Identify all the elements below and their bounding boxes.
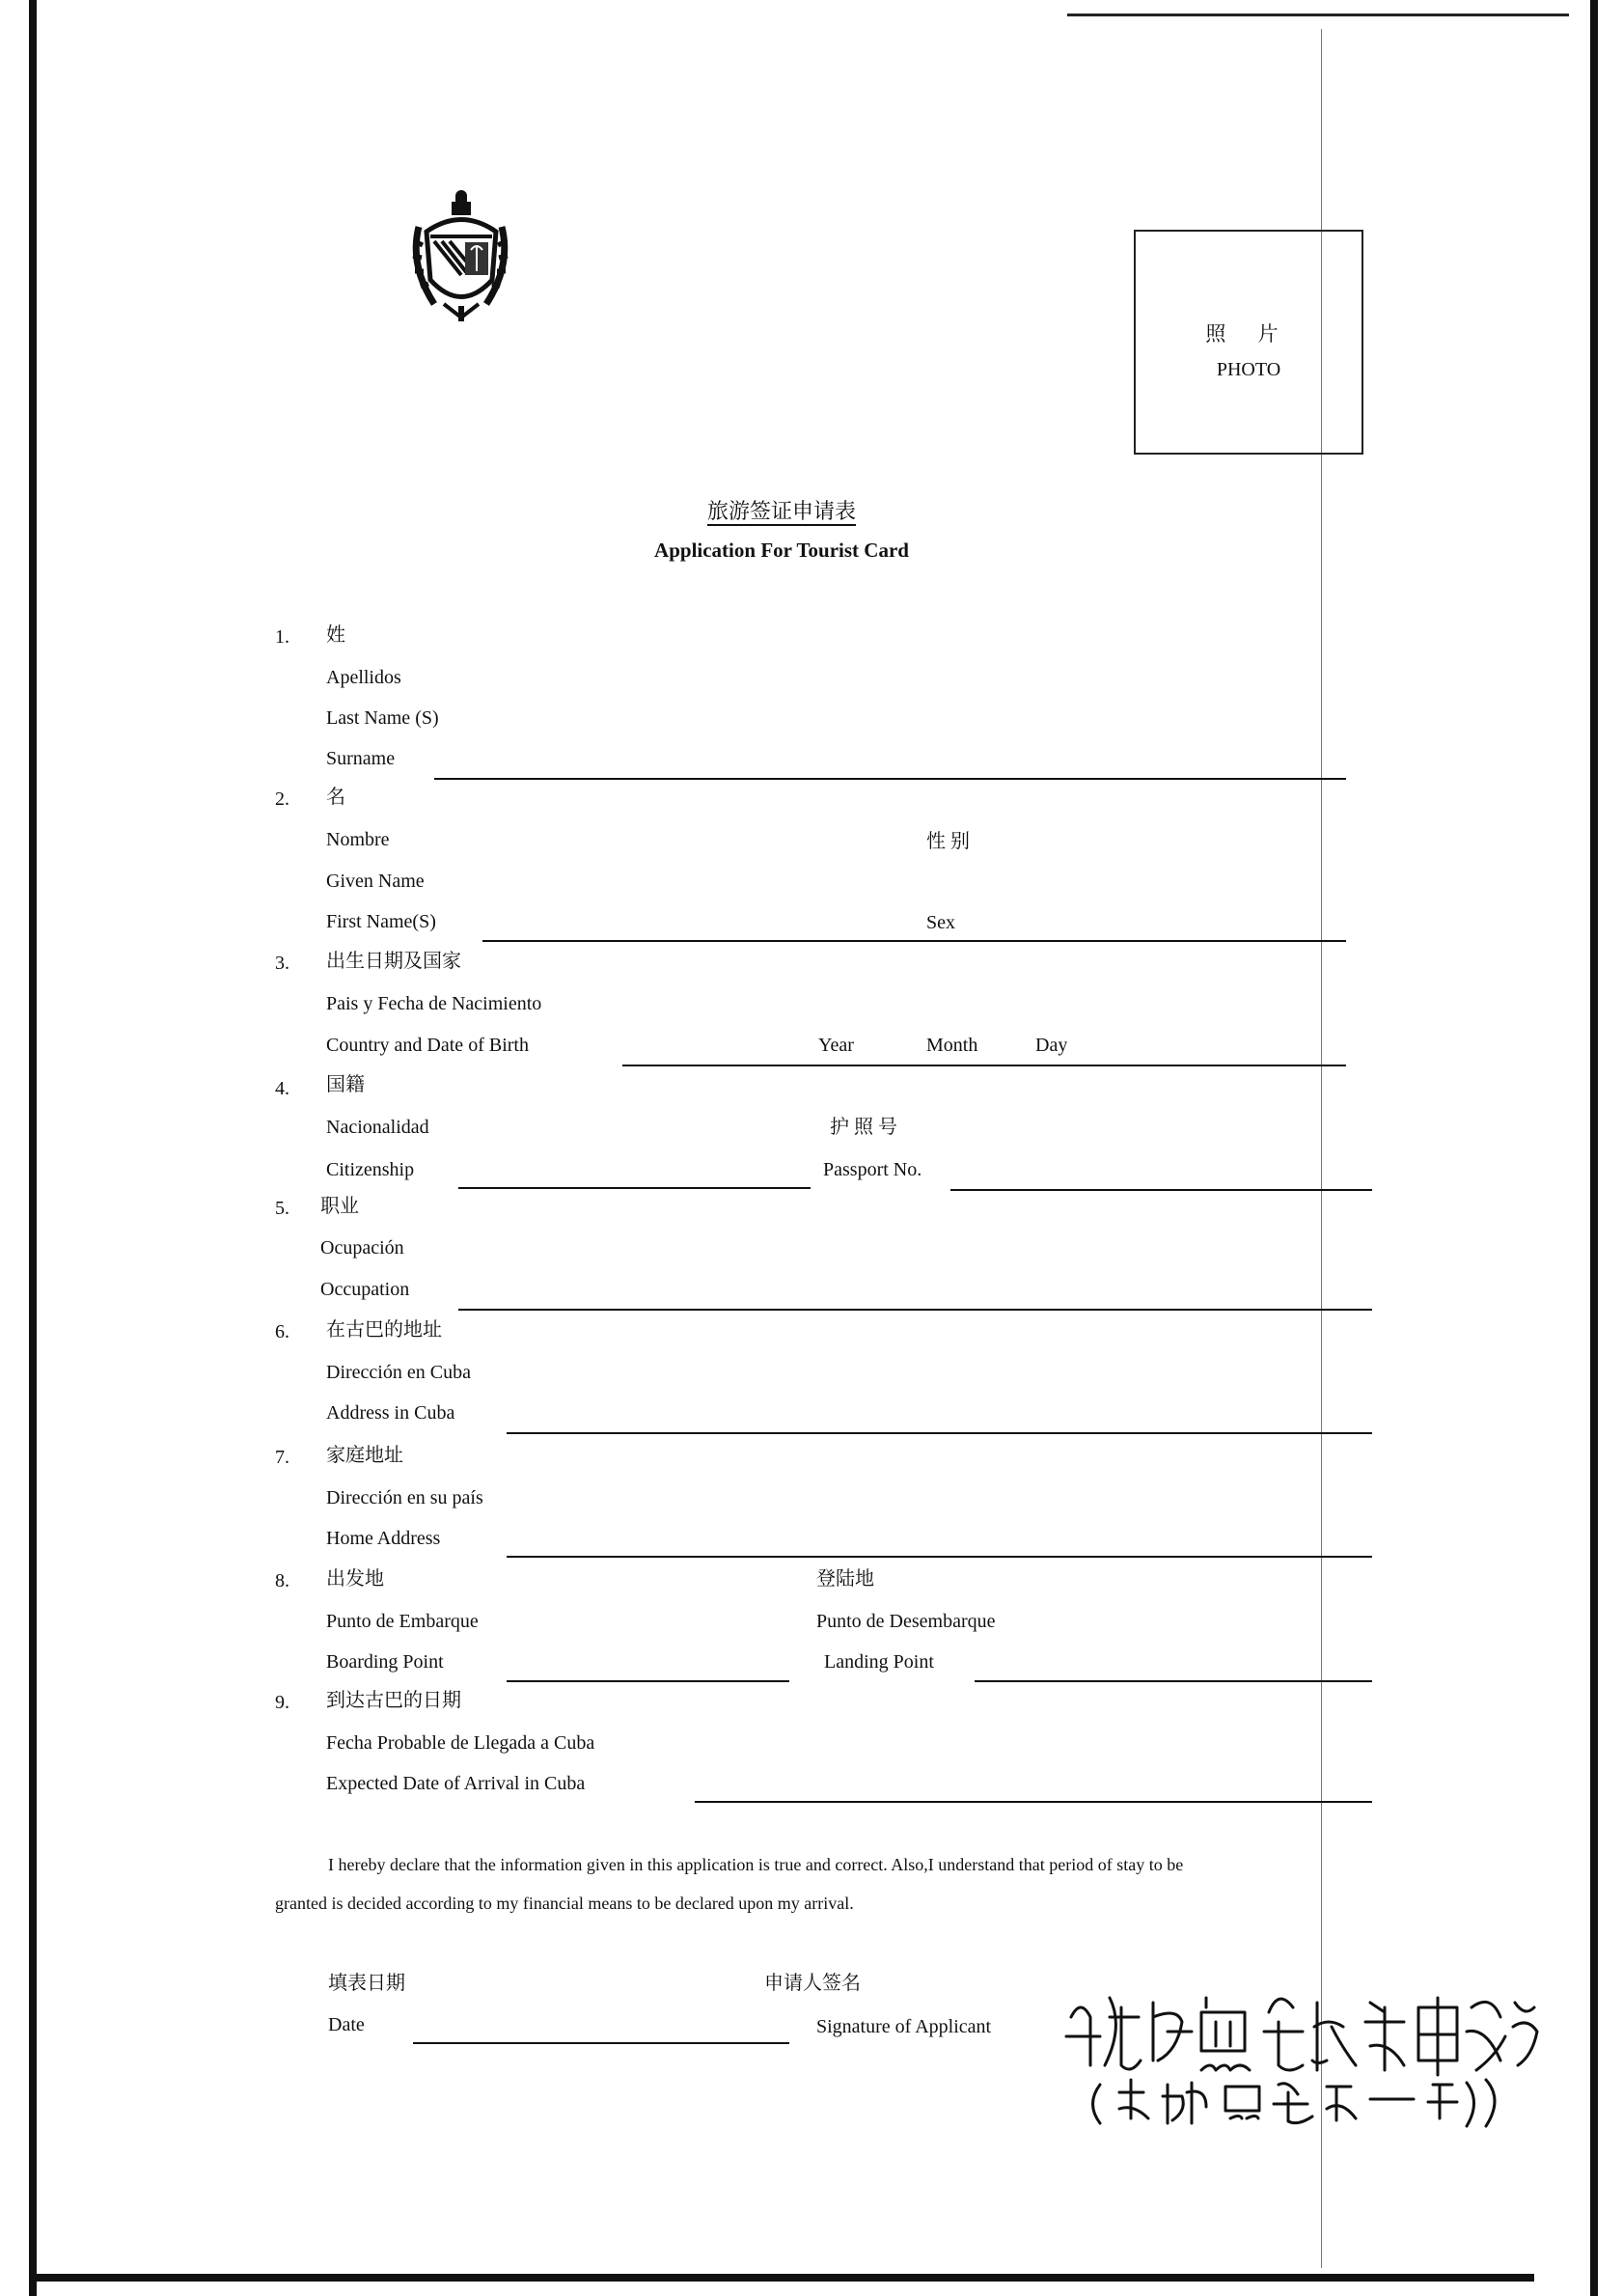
birth-label-es: Pais y Fecha de Nacimiento <box>326 993 542 1014</box>
date-label-cn: 填表日期 <box>328 1973 405 1994</box>
boarding-label-es: Punto de Embarque <box>326 1611 479 1632</box>
field-number-9: 9. <box>275 1692 289 1713</box>
photo-placeholder-box[interactable] <box>1134 230 1363 455</box>
cuba-address-label-en: Address in Cuba <box>326 1402 455 1424</box>
landing-input-line[interactable] <box>975 1680 1372 1682</box>
sex-label-cn: 性 别 <box>926 831 970 852</box>
birth-day-label: Day <box>1035 1035 1068 1056</box>
passport-label-cn: 护 照 号 <box>830 1117 897 1138</box>
passport-label-en: Passport No. <box>823 1159 922 1180</box>
birth-year-label: Year <box>818 1035 854 1056</box>
surname-label-en2: Surname <box>326 748 396 769</box>
landing-label-en: Landing Point <box>824 1651 934 1673</box>
given-name-input-line[interactable] <box>482 940 1346 942</box>
home-address-label-es: Dirección en su país <box>326 1487 483 1508</box>
photo-label-cn: 照 片 <box>1205 322 1292 346</box>
field-number-5: 5. <box>275 1198 289 1219</box>
declaration-line-2: granted is decided according to my financial means to be declared upon my arrival. <box>275 1894 854 1913</box>
birth-month-label: Month <box>926 1035 978 1056</box>
field-number-7: 7. <box>275 1447 289 1468</box>
field-number-8: 8. <box>275 1570 289 1591</box>
citizenship-label-en: Citizenship <box>326 1159 415 1180</box>
boarding-label-en: Boarding Point <box>326 1651 444 1673</box>
surname-input-line[interactable] <box>434 778 1346 780</box>
photo-label-en: PHOTO <box>1216 359 1281 380</box>
landing-label-es: Punto de Desembarque <box>816 1611 996 1632</box>
passport-input-line[interactable] <box>950 1189 1372 1191</box>
declaration-text <box>275 1845 1327 1923</box>
given-name-label-cn: 名 <box>326 787 345 808</box>
scan-edge-bottom <box>29 2274 1534 2282</box>
boarding-input-line[interactable] <box>507 1680 789 1682</box>
boarding-label-cn: 出发地 <box>326 1568 384 1590</box>
field-number-4: 4. <box>275 1078 289 1099</box>
given-name-label-es: Nombre <box>326 829 390 850</box>
occupation-label-cn: 职业 <box>320 1196 359 1217</box>
home-address-input-line[interactable] <box>507 1556 1372 1558</box>
date-input-line[interactable] <box>413 2042 789 2044</box>
arrival-label-es: Fecha Probable de Llegada a Cuba <box>326 1732 595 1754</box>
birth-label-cn: 出生日期及国家 <box>326 951 461 972</box>
landing-label-cn: 登陆地 <box>816 1568 874 1590</box>
scan-top-rule <box>1067 14 1569 16</box>
arrival-label-cn: 到达古巴的日期 <box>326 1690 461 1711</box>
occupation-label-es: Ocupación <box>320 1237 404 1259</box>
citizenship-label-cn: 国籍 <box>326 1074 365 1095</box>
scan-edge-left <box>29 0 37 2296</box>
field-number-1: 1. <box>275 626 289 648</box>
occupation-input-line[interactable] <box>458 1309 1372 1311</box>
signature-label-en: Signature of Applicant <box>816 2016 992 2037</box>
home-address-label-cn: 家庭地址 <box>326 1445 403 1466</box>
signature-label-cn: 申请人签名 <box>764 1973 861 1994</box>
coat-of-arms-icon <box>405 188 516 323</box>
surname-label-es: Apellidos <box>326 667 401 688</box>
cuba-address-label-cn: 在古巴的地址 <box>326 1319 442 1341</box>
field-number-3: 3. <box>275 953 289 974</box>
declaration-line-1: I hereby declare that the information given in this application is true and correct. Also,I understand that period of stay to be <box>328 1855 1184 1874</box>
form-title-en: Application For Tourist Card <box>654 539 909 562</box>
arrival-label-en: Expected Date of Arrival in Cuba <box>326 1773 586 1794</box>
sex-label-en: Sex <box>926 912 955 933</box>
cuba-address-label-es: Dirección en Cuba <box>326 1362 471 1383</box>
scan-edge-right <box>1590 0 1598 2296</box>
arrival-input-line[interactable] <box>695 1801 1372 1803</box>
birth-input-line[interactable] <box>622 1065 1346 1066</box>
occupation-label-en: Occupation <box>320 1279 410 1300</box>
home-address-label-en: Home Address <box>326 1528 441 1549</box>
form-title-cn: 旅游签证申请表 <box>0 495 1563 525</box>
surname-label-cn: 姓 <box>326 624 345 646</box>
birth-label-en: Country and Date of Birth <box>326 1035 529 1056</box>
citizenship-input-line[interactable] <box>458 1187 811 1189</box>
date-label-en: Date <box>328 2014 365 2035</box>
field-number-6: 6. <box>275 1321 289 1342</box>
surname-label-en1: Last Name (S) <box>326 707 439 729</box>
given-name-label-en1: Given Name <box>326 871 425 892</box>
field-number-2: 2. <box>275 788 289 810</box>
cuba-address-input-line[interactable] <box>507 1432 1372 1434</box>
citizenship-label-es: Nacionalidad <box>326 1117 429 1138</box>
given-name-label-en2: First Name(S) <box>326 911 436 932</box>
handwritten-signature-note[interactable] <box>1061 1978 1544 2128</box>
